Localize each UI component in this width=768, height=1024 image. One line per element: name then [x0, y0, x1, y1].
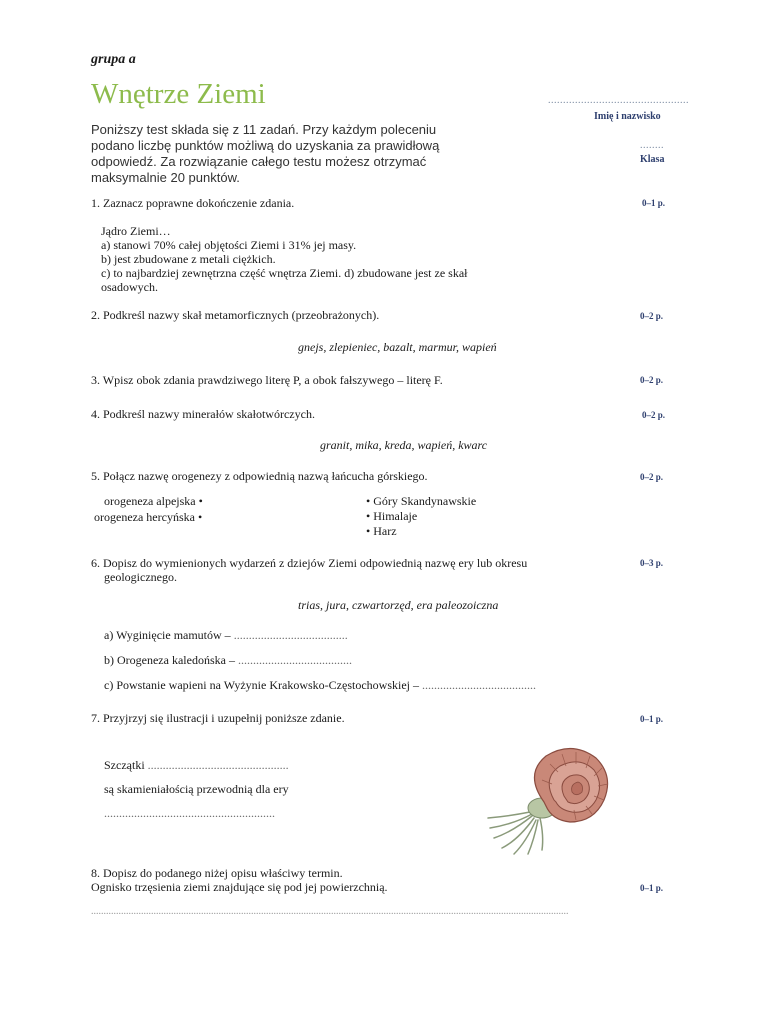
q5-right-item[interactable]: • Himalaje [366, 509, 418, 523]
q1-points: 0–1 p. [642, 198, 666, 208]
question-3: 3. Wpisz obok zdania prawdziwego literę P, a obok fałszywego – literę F. [91, 373, 443, 387]
class-dots[interactable]: ........ [640, 140, 664, 151]
question-7: 7. Przyjrzyj się ilustracji i uzupełnij poniższe zdanie. [91, 711, 345, 725]
q2-points: 0–2 p. [640, 311, 664, 321]
q3-points: 0–2 p. [640, 375, 664, 385]
q6-item-c [104, 678, 536, 693]
q5-right-item[interactable]: • Harz [366, 524, 397, 538]
question-8-description: Ognisko trzęsienia ziemi znajdujące się pod jej powierzchnią. [91, 880, 388, 894]
group-label: grupa a [91, 52, 136, 67]
q7-points: 0–1 p. [640, 714, 664, 724]
q5-right-item[interactable]: • Góry Skandynawskie [366, 494, 477, 508]
q6-item-a-blank[interactable]: ...................................... [233, 628, 348, 642]
page-title: Wnętrze Ziemi [91, 78, 266, 110]
q6-points: 0–3 p. [640, 558, 664, 568]
q8-answer-blank[interactable]: ............................................................................................................................................................................................... [91, 906, 569, 917]
q6-item-a [104, 628, 348, 643]
q7-line-2: są skamieniałością przewodnią dla ery [104, 782, 289, 796]
q2-words[interactable]: gnejs, zlepieniec, bazalt, marmur, wapień [298, 340, 497, 354]
name-label: Imię i nazwisko [594, 111, 661, 122]
question-6-cont: geologicznego. [104, 570, 177, 584]
question-5: 5. Połącz nazwę orogenezy z odpowiednią nazwą łańcucha górskiego. [91, 469, 428, 483]
ammonite-illustration [484, 744, 614, 856]
q1-option-c-cont: osadowych. [101, 280, 158, 294]
q7-line-1 [104, 758, 289, 773]
q5-left-item[interactable]: orogeneza hercyńska • [94, 510, 203, 524]
q6-item-b-label: b) Orogeneza kaledońska – [104, 653, 238, 667]
q1-stem: Jądro Ziemi… [101, 224, 171, 238]
q8-points: 0–1 p. [640, 883, 664, 893]
q7-blank-2[interactable]: ......................................................... [104, 806, 275, 820]
q6-item-a-label: a) Wyginięcie mamutów – [104, 628, 234, 642]
question-8: 8. Dopisz do podanego niżej opisu właściwy termin. [91, 866, 343, 880]
intro-text: Poniższy test składa się z 11 zadań. Przy każdym poleceniu podano liczbę punktów możliwą do uzyskania za prawidłową odpowiedź. Za rozwiązanie całego testu możesz otrzymać maksymalnie 20 punktów. [91, 122, 440, 185]
question-1: 1. Zaznacz poprawne dokończenie zdania. [91, 196, 295, 210]
q1-option-a[interactable]: a) stanowi 70% całej objętości Ziemi i 31% jej masy. [101, 238, 357, 252]
q6-item-c-blank[interactable]: ...................................... [421, 678, 536, 692]
q5-points: 0–2 p. [640, 472, 664, 482]
q6-item-b-blank[interactable]: ...................................... [237, 653, 352, 667]
question-2: 2. Podkreśl nazwy skał metamorficznych (przeobrażonych). [91, 308, 380, 322]
q1-option-b[interactable]: b) jest zbudowane z metali ciężkich. [101, 252, 276, 266]
q4-points: 0–2 p. [642, 410, 666, 420]
q6-item-b [104, 653, 352, 668]
q5-left-item[interactable]: orogeneza alpejska • [104, 494, 203, 508]
q4-words[interactable]: granit, mika, kreda, wapień, kwarc [320, 438, 488, 452]
class-label: Klasa [640, 154, 665, 165]
q1-option-c[interactable]: c) to najbardziej zewnętrzna część wnętrza Ziemi. d) zbudowane jest ze skał [101, 266, 468, 280]
q7-blank-1[interactable]: ............................................... [147, 758, 289, 772]
q6-words: trias, jura, czwartorzęd, era paleozoiczna [298, 598, 499, 612]
question-6: 6. Dopisz do wymienionych wydarzeń z dziejów Ziemi odpowiednią nazwę ery lub okresu [91, 556, 528, 570]
name-dots[interactable]: ............................................... [548, 95, 689, 106]
q7-line-1-label: Szczątki [104, 758, 148, 772]
question-4: 4. Podkreśl nazwy minerałów skałotwórczych. [91, 407, 315, 421]
q6-item-c-label: c) Powstanie wapieni na Wyżynie Krakowsko-Częstochowskiej – [104, 678, 422, 692]
